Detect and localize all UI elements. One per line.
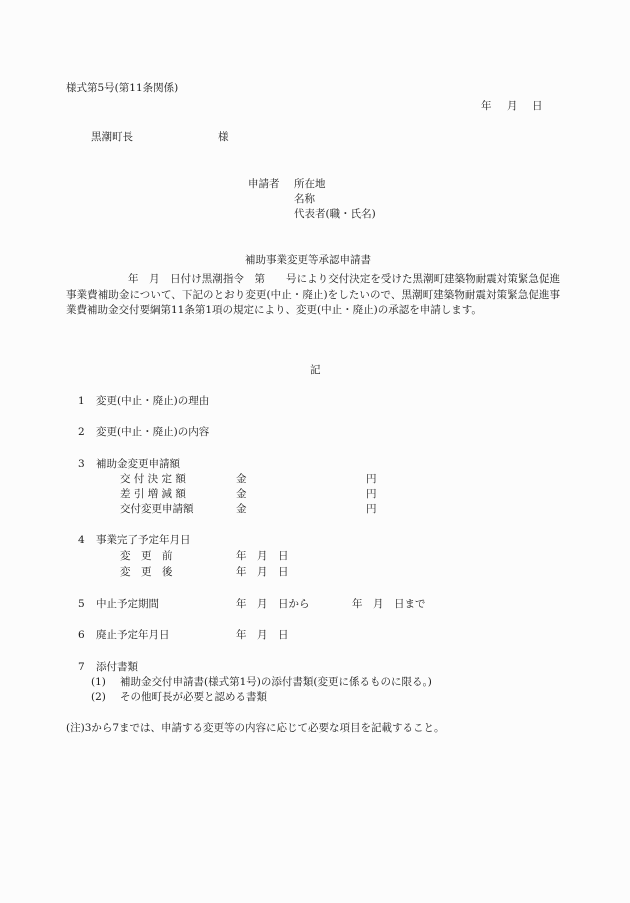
- addressee-honorific: 様: [218, 131, 229, 143]
- item3-row-prefix: 金: [236, 488, 247, 500]
- item5-number: 5: [78, 598, 85, 610]
- item5-label: 中止予定期間: [96, 598, 159, 610]
- item4-row-date: 年 月 日: [236, 550, 289, 562]
- item3-row-unit: 円: [366, 488, 377, 500]
- item3-label: 補助金変更申請額: [96, 458, 180, 470]
- item4-number: 4: [78, 534, 85, 546]
- item7-sub1-number: (1): [91, 676, 106, 688]
- item6-label: 廃止予定年月日: [96, 629, 170, 641]
- item3-row-label: 交 付 決 定 額: [120, 473, 186, 485]
- applicant-representative: 代表者(職・氏名): [294, 208, 376, 220]
- item3-row-label: 交付変更申請額: [120, 503, 194, 515]
- date-month: 月: [507, 100, 518, 112]
- item7-sub2-number: (2): [91, 691, 106, 703]
- item4-label: 事業完了予定年月日: [96, 534, 191, 546]
- date-year: 年: [481, 100, 492, 112]
- ki-heading: 記: [310, 364, 321, 376]
- item7-sub1-text: 補助金交付申請書(様式第1号)の添付書類(変更に係るものに限る。): [120, 676, 432, 688]
- item5-to: 年 月 日まで: [352, 598, 426, 610]
- item6-date: 年 月 日: [236, 629, 289, 641]
- item3-number: 3: [78, 458, 85, 470]
- applicant-address: 所在地: [294, 178, 326, 190]
- item3-row-prefix: 金: [236, 473, 247, 485]
- item3-row-unit: 円: [366, 473, 377, 485]
- item4-row-label: 変 更 後: [120, 566, 173, 578]
- body-text: 年 月 日付け黒潮指令 第 号により交付決定を受けた黒潮町建築物耐震対策緊急促進事業費補助金について、下記のとおり変更(中止・廃止)をしたいので、黒潮町建築物耐震対策緊急促進事業費補助金交付要綱第11条第1項の規定により、変更(中止・廃止)の承認を申請します。: [66, 273, 560, 316]
- applicant-label: 申請者: [248, 178, 280, 190]
- note-text: (注)3から7までは、申請する変更等の内容に応じて必要な項目を記載すること。: [66, 722, 445, 734]
- addressee-name: 黒潮町長: [91, 131, 133, 143]
- document-title: 補助事業変更等承認申請書: [245, 254, 371, 266]
- applicant-name: 名称: [294, 193, 315, 205]
- item7-number: 7: [78, 661, 85, 673]
- form-number: 様式第5号(第11条関係): [66, 82, 179, 94]
- item4-row-date: 年 月 日: [236, 566, 289, 578]
- item3-row-prefix: 金: [236, 503, 247, 515]
- item3-row-label: 差 引 増 減 額: [120, 488, 186, 500]
- item7-label: 添付書類: [96, 661, 138, 673]
- item3-row-unit: 円: [366, 503, 377, 515]
- item1-label: 変更(中止・廃止)の理由: [96, 395, 210, 407]
- item2-label: 変更(中止・廃止)の内容: [96, 426, 210, 438]
- item1-number: 1: [78, 395, 85, 407]
- item6-number: 6: [78, 629, 85, 641]
- item4-row-label: 変 更 前: [120, 550, 173, 562]
- date-day: 日: [532, 100, 543, 112]
- item5-from: 年 月 日から: [236, 598, 310, 610]
- item2-number: 2: [78, 426, 85, 438]
- item7-sub2-text: その他町長が必要と認める書類: [120, 691, 267, 703]
